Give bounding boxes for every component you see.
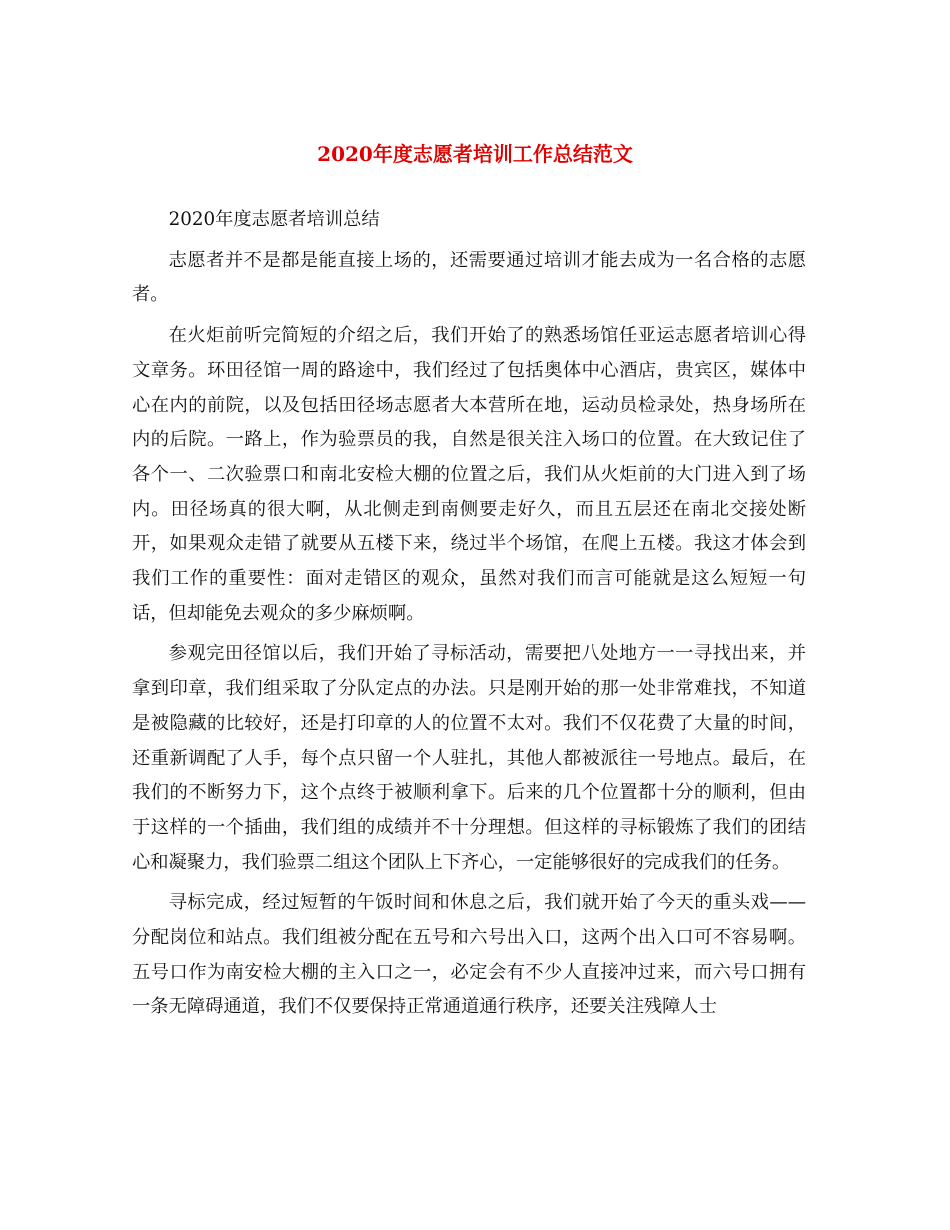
- document-title: 2020年度志愿者培训工作总结范文: [317, 142, 633, 166]
- body-paragraph: 志愿者并不是都是能直接上场的，还需要通过培训才能去成为一名合格的志愿者。: [132, 249, 806, 306]
- body-paragraph: 参观完田径馆以后，我们开始了寻标活动，需要把八处地方一一寻找出来，并拿到印章，我们组采取了分队定点的办法。只是刚开始的那一处非常难找，不知道是被隐藏的比较好，还是打印章的人的位置不太对。我们不仅花费了大量的时间，还重新调配了人手，每个点只留一个人驻扎，其他人都被派往一号地点。最后，在我们的不断努力下，这个点终于被顺利拿下。后来的几个位置都十分的顺利，但由于这样的一个插曲，我们组的成绩并不十分理想。但这样的寻标锻炼了我们的团结心和凝聚力，我们验票二组这个团队上下齐心，一定能够很好的完成我们的任务。: [132, 643, 806, 873]
- body-paragraph: 寻标完成，经过短暂的午饭时间和休息之后，我们就开始了今天的重头戏——分配岗位和站点。我们组被分配在五号和六号出入口，这两个出入口可不容易啊。五号口作为南安检大棚的主入口之一，必定会有不少人直接冲过来，而六号口拥有一条无障碍通道，我们不仅要保持正常通道通行秩序，还要关注残障人士: [132, 892, 806, 1018]
- document-body: [132, 203, 806, 1025]
- body-paragraph: 在火炬前听完简短的介绍之后，我们开始了的熟悉场馆任亚运志愿者培训心得文章务。环田径馆一周的路途中，我们经过了包括奥体中心酒店，贵宾区，媒体中心在内的前院，以及包括田径场志愿者大本营所在地，运动员检录处，热身场所在内的后院。一路上，作为验票员的我，自然是很关注入场口的位置。在大致记住了各个一、二次验票口和南北安检大棚的位置之后，我们从火炬前的大门进入到了场内。田径场真的很大啊，从北侧走到南侧要走好久，而且五层还在南北交接处断开，如果观众走错了就要从五楼下来，绕过半个场馆，在爬上五楼。我这才体会到我们工作的重要性：面对走错区的观众，虽然对我们而言可能就是这么短短一句话，但却能免去观众的多少麻烦啊。: [132, 325, 806, 624]
- subtitle-paragraph: 2020年度志愿者培训总结: [168, 209, 380, 230]
